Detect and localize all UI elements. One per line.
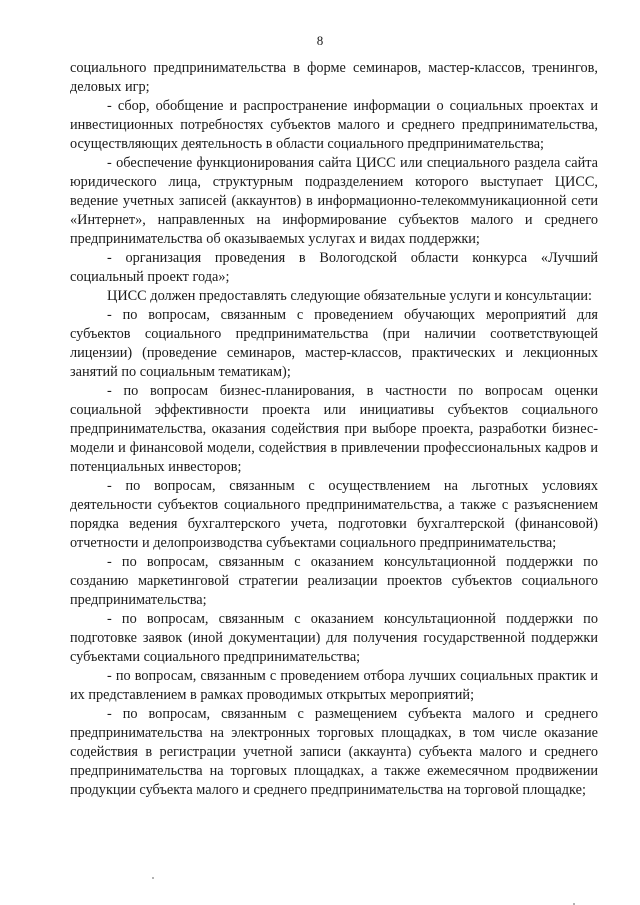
paragraph: ЦИСС должен предоставлять следующие обязательные услуги и консультации: xyxy=(107,288,592,304)
paragraph: - сбор, обобщение и распространение информации о социальных проектах и инвестиционных потребностях субъектов малого и среднего предпринимательства, осуществляющих деятельность в области социального предпринимательства; xyxy=(70,98,598,152)
paragraph: - по вопросам, связанным с оказанием консультационной поддержки по созданию маркетинговой стратегии реализации проектов субъектов социального предпринимательства; xyxy=(70,554,598,608)
paragraph: - по вопросам бизнес-планирования, в частности по вопросам оценки социальной эффективности проекта или инициативы субъектов социального предпринимательства, оказания содействия при выборе проекта, разработки бизнес-модели и финансовой модели, содействия в привлечении профессиональных кадров и потенциальных инвесторов; xyxy=(70,383,598,475)
paragraph: социального предпринимательства в форме семинаров, мастер-классов, тренингов, деловых игр; xyxy=(70,60,598,95)
paragraph: - по вопросам, связанным с проведением обучающих мероприятий для субъектов социального предпринимательства (при наличии соответствующей лицензии) (проведение семинаров, мастер-классов, практических и лекционных занятий по социальным тематикам); xyxy=(70,307,598,380)
scan-speck xyxy=(152,877,154,879)
paragraph: - по вопросам, связанным с осуществлением на льготных условиях деятельности субъектов социального предпринимательства, а также с разъяснением порядка ведения бухгалтерского учета, подготовки бухгалтерской (финансовой) отчетности и делопроизводства субъектами социального предпринимательства; xyxy=(70,478,598,551)
page-number: 8 xyxy=(316,33,324,48)
document-body xyxy=(70,59,598,800)
paragraph: - по вопросам, связанным с проведением отбора лучших социальных практик и их представлением в рамках проводимых открытых мероприятий; xyxy=(70,668,598,703)
paragraph: - обеспечение функционирования сайта ЦИСС или специального раздела сайта юридического лица, структурным подразделением которого выступает ЦИСС, ведение учетных записей (аккаунтов) в информационно-телекоммуникационной сети «Интернет», направленных на информирование субъектов малого и среднего предпринимательства об оказываемых услугах и видах поддержки; xyxy=(70,155,598,247)
paragraph: - по вопросам, связанным с размещением субъекта малого и среднего предпринимательства на электронных торговых площадках, в том числе оказание содействия в регистрации учетной записи (аккаунта) субъекта малого и среднего предпринимательства на торговых площадках, а также ежемесячном продвижении продукции субъекта малого и среднего предпринимательства на торговой площадке; xyxy=(70,706,598,798)
paragraph: - по вопросам, связанным с оказанием консультационной поддержки по подготовке заявок (иной документации) для получения государственной поддержки субъектами социального предпринимательства; xyxy=(70,611,598,665)
paragraph: - организация проведения в Вологодской области конкурса «Лучший социальный проект года»; xyxy=(70,250,598,285)
